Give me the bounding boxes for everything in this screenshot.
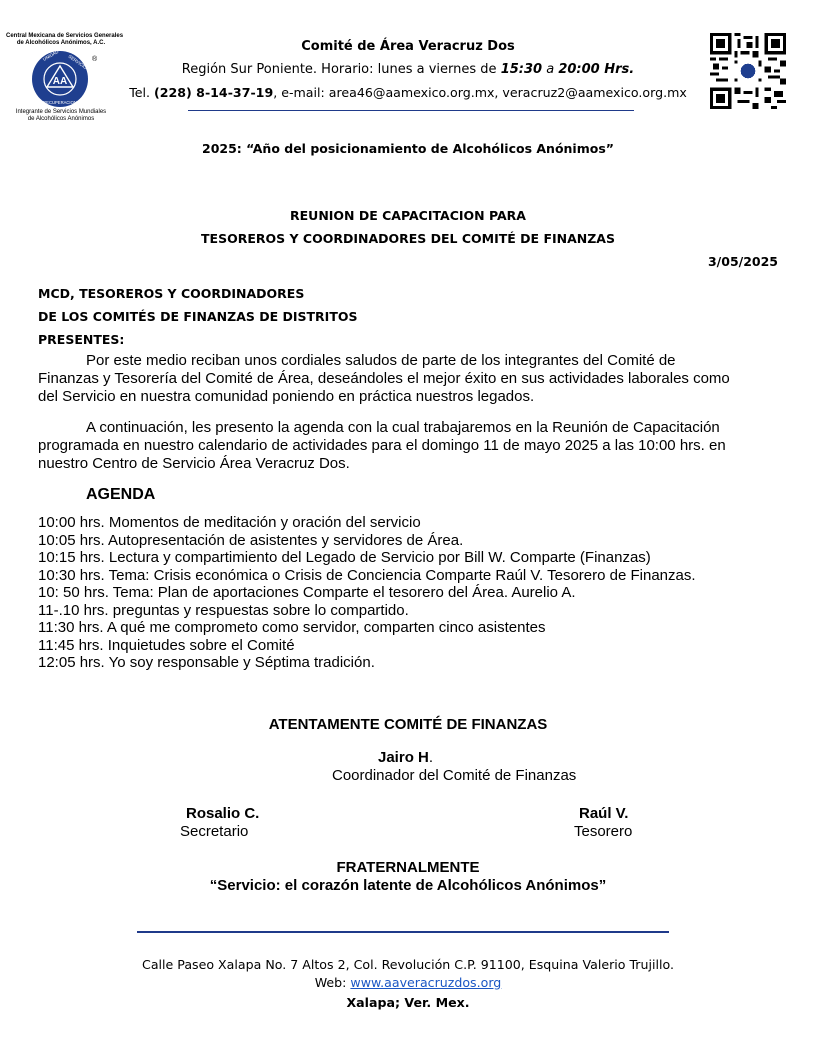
footer-rule <box>137 931 669 933</box>
coordinator-name-text: Jairo H <box>378 749 429 766</box>
tel-prefix: Tel. <box>129 85 154 100</box>
logo-bottom-line-1: Integrante de Servicios Mundiales <box>15 109 107 115</box>
header-schedule <box>140 62 676 77</box>
recipients-line-1: MCD, TESOREROS Y COORDINADORES <box>38 286 305 301</box>
agenda-item: 11:30 hrs. A qué me comprometo como servidor, comparten cinco asistentes <box>38 619 546 636</box>
logo-center-text: AA <box>52 76 68 87</box>
closing-line: ATENTAMENTE COMITÉ DE FINANZAS <box>268 716 548 733</box>
coordinator-name <box>378 749 433 767</box>
agenda-item: 10:30 hrs. Tema: Crisis económica o Crisis de Conciencia Comparte Raúl V. Tesorero de Finanzas. <box>38 566 696 584</box>
paragraph-greeting-line-2: Finanzas y Tesorería del Comité de Área, deseándoles el mejor éxito en sus actividades laborales como <box>38 370 730 387</box>
paragraph-greeting-line-1: Por este medio reciban unos cordiales saludos de parte de los integrantes del Comité de <box>86 352 676 369</box>
secretary-name: Rosalio C. <box>186 805 260 822</box>
recipients-line-2: DE LOS COMITÉS DE FINANZAS DE DISTRITOS <box>38 309 358 324</box>
agenda-item: 10: 50 hrs. Tema: Plan de aportaciones Comparte el tesorero del Área. Aurelio A. <box>38 584 576 601</box>
paragraph-greeting-line-3: del Servicio en nuestra comunidad poniendo en práctica nuestros legados. <box>38 388 535 405</box>
schedule-prefix: Región Sur Poniente. Horario: lunes a viernes de <box>181 62 501 77</box>
farewell: FRATERNALMENTE <box>336 859 480 876</box>
header-rule <box>188 110 634 111</box>
recipients-line-3: PRESENTES: <box>38 332 125 347</box>
document-date: 3/05/2025 <box>707 254 778 269</box>
agenda-item: 10:05 hrs. Autopresentación de asistentes y servidores de Área. <box>38 531 464 549</box>
aa-emblem-icon <box>6 47 116 109</box>
footer-city: Xalapa; Ver. Mex. <box>346 995 470 1010</box>
website-link[interactable]: www.aaveracruzdos.org <box>350 975 502 990</box>
logo-top-line-2: de Alcohólicos Anónimos, A.C. <box>16 40 106 46</box>
agenda-list <box>38 514 696 672</box>
registered-mark: ® <box>92 56 98 63</box>
logo <box>6 33 124 131</box>
tel-number: (228) 8-14-37-19 <box>154 85 274 100</box>
paragraph-greeting <box>38 352 730 406</box>
paragraph-agenda-intro-line-2: programada en nuestro calendario de actividades para el domingo 11 de mayo 2025 a las 10:00 hrs. en <box>38 437 726 454</box>
secretary-role: Secretario <box>180 823 249 840</box>
paragraph-agenda-intro-line-3: nuestro Centro de Servicio Área Veracruz Dos. <box>38 455 350 472</box>
schedule-time-sep: a <box>542 62 559 77</box>
agenda-heading: AGENDA <box>86 486 156 503</box>
logo-top-line-1: Central Mexicana de Servicios Generales <box>6 33 124 39</box>
paragraph-agenda-intro <box>38 419 726 473</box>
schedule-time-from: 15:30 <box>500 62 543 77</box>
meeting-title-line-2: TESOREROS Y COORDINADORES DEL COMITÉ DE FINANZAS <box>201 231 615 246</box>
footer-web-label: Web: <box>314 975 351 990</box>
agenda-item: 11-.10 hrs. preguntas y respuestas sobre lo compartido. <box>38 601 409 619</box>
treasurer-name: Raúl V. <box>579 805 629 822</box>
footer-web <box>0 975 816 990</box>
logo-ring-word-3: RECUPERACION <box>43 100 77 105</box>
agenda-item: 10:00 hrs. Momentos de meditación y oración del servicio <box>38 514 421 531</box>
logo-ring-word-1: UNIDAD <box>42 48 60 62</box>
qr-code-icon <box>710 33 786 109</box>
agenda-item: 12:05 hrs. Yo soy responsable y Séptima tradición. <box>38 654 375 671</box>
coordinator-name-dot: . <box>428 749 434 766</box>
schedule-time-to: 20:00 Hrs. <box>558 62 635 77</box>
agenda-item: 11:45 hrs. Inquietudes sobre el Comité <box>38 636 295 654</box>
header-contact <box>110 85 706 100</box>
meeting-title-line-1: REUNION DE CAPACITACION PARA <box>290 208 526 223</box>
logo-bottom-line-2: de Alcohólicos Anónimos <box>27 116 95 122</box>
footer-address: Calle Paseo Xalapa No. 7 Altos 2, Col. Revolución C.P. 91100, Esquina Valerio Trujillo. <box>142 957 674 972</box>
treasurer-role: Tesorero <box>574 823 633 840</box>
slogan: “Servicio: el corazón latente de Alcohólicos Anónimos” <box>209 877 607 894</box>
coordinator-role: Coordinador del Comité de Finanzas <box>332 767 577 784</box>
paragraph-agenda-intro-line-1: A continuación, les presento la agenda con la cual trabajaremos en la Reunión de Capacitación <box>86 419 720 436</box>
year-motto: 2025: “Año del posicionamiento de Alcohólicos Anónimos” <box>202 141 614 156</box>
contact-emails: , e-mail: area46@aamexico.org.mx, veracruz2@aamexico.org.mx <box>273 85 687 100</box>
agenda-item: 10:15 hrs. Lectura y compartimiento del Legado de Servicio por Bill W. Comparte (Finanzas) <box>38 549 651 566</box>
logo-ring-word-2: SERVICIO <box>67 53 88 71</box>
header-title: Comité de Área Veracruz Dos <box>301 39 515 54</box>
